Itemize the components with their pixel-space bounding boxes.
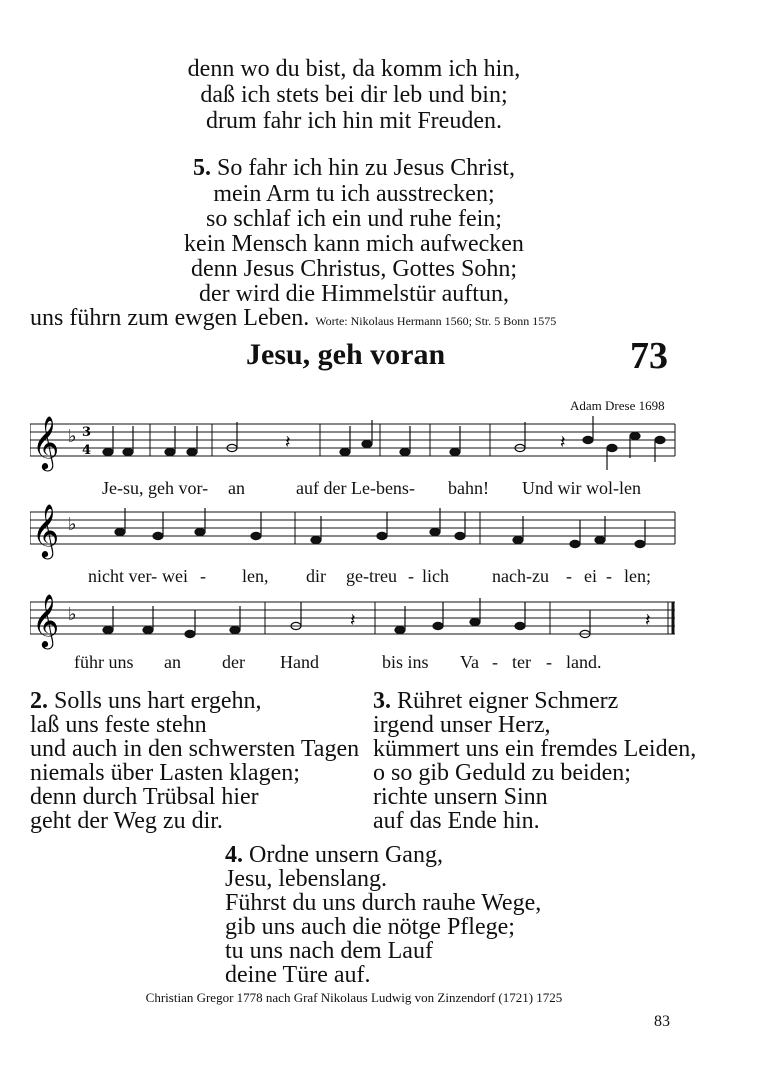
verse-text: Ordne unsern Gang, (249, 842, 443, 868)
verse-line: auf das Ende hin. (373, 808, 540, 834)
lyric: Und wir wol-len (522, 478, 641, 498)
verse-line: drum fahr ich hin mit Freuden. (206, 108, 502, 134)
verse5-line-1 (0, 155, 708, 181)
lyric: - (606, 566, 612, 586)
hymn-title: Jesu, geh voran (246, 338, 446, 371)
verse-line: mein Arm tu ich ausstrecken; (213, 181, 495, 207)
lyric: land. (566, 652, 602, 672)
lyric: ter (512, 652, 531, 672)
lyric: Hand (280, 652, 319, 672)
verse-line: geht der Weg zu dir. (30, 808, 223, 834)
verse-line: denn wo du bist, da komm ich hin, (187, 56, 521, 82)
lyric: len; (624, 566, 651, 586)
verse-line: und auch in den schwersten Tagen (30, 736, 360, 762)
hymn-number: 73 (630, 335, 668, 377)
lyric: len, (242, 566, 269, 586)
verse-line: o so gib Geduld zu beiden; (373, 760, 631, 786)
verse-line: niemals über Lasten klagen; (30, 760, 300, 786)
verse-line: kein Mensch kann mich aufwecken (184, 231, 524, 257)
verse-line: irgend unser Herz, (373, 712, 551, 738)
lyric: - (492, 652, 498, 672)
verse-line: denn Jesus Christus, Gottes Sohn; (190, 256, 517, 282)
flat-icon: ♭ (68, 604, 77, 625)
verse2-line-1 (30, 688, 262, 714)
lyric: bahn! (448, 478, 489, 498)
verse-number: 5. (193, 155, 211, 181)
verse-text: uns führn zum ewgen Leben. (30, 305, 310, 331)
treble-clef-icon: 𝄞 (32, 593, 60, 647)
lyric: - (200, 566, 206, 586)
lyric: - (546, 652, 552, 672)
lyric: wei (162, 566, 188, 586)
verse-line: so schlaf ich ein und ruhe fein; (206, 206, 502, 232)
verse-line: gib uns auch die nötge Pflege; (225, 914, 515, 940)
quarter-rest-icon: 𝄽 (645, 610, 651, 631)
lyric: nicht ver- (88, 566, 158, 586)
lyric: dir (306, 566, 326, 586)
time-signature: 4 (82, 443, 92, 458)
lyric: - (408, 566, 414, 586)
verse-line: Jesu, lebenslang. (225, 866, 387, 892)
quarter-rest-icon: 𝄽 (350, 610, 356, 631)
verse4-line-1 (225, 842, 443, 868)
music-staff-1 (30, 412, 680, 472)
verse-line: der wird die Himmelstür auftun, (199, 281, 509, 307)
treble-clef-icon: 𝄞 (32, 503, 60, 557)
flat-icon: ♭ (68, 426, 77, 447)
lyric: Va (460, 652, 479, 672)
lyric: an (228, 478, 245, 498)
lyric: an (164, 652, 181, 672)
verse-text: So fahr ich hin zu Jesus Christ, (217, 155, 515, 181)
music-staff-3 (30, 590, 680, 650)
lyric: ge-treu (346, 566, 397, 586)
verse-line: richte unsern Sinn (373, 784, 548, 810)
quarter-rest-icon: 𝄽 (285, 432, 291, 453)
lyric: nach-zu (492, 566, 549, 586)
music-staff-2 (30, 500, 680, 560)
lyric: Je-su, geh vor- (102, 478, 209, 498)
verse-line: laß uns feste stehn (30, 712, 207, 738)
treble-clef-icon: 𝄞 (32, 415, 60, 469)
verse-line: kümmert uns ein fremdes Leiden, (373, 736, 697, 762)
composer-credit: Adam Drese 1698 (570, 398, 665, 413)
page-number: 83 (654, 1013, 670, 1030)
verse5-last-line (30, 305, 556, 334)
flat-icon: ♭ (68, 514, 77, 535)
lyric: führ uns (74, 652, 134, 672)
lyric: der (222, 652, 245, 672)
verse-line: tu uns nach dem Lauf (225, 938, 433, 964)
time-signature: 3 (82, 425, 92, 440)
verse-line: denn durch Trübsal hier (30, 784, 259, 810)
lyric: - (566, 566, 572, 586)
lyric: bis ins (382, 652, 429, 672)
verse-line: deine Türe auf. (225, 962, 371, 988)
verse3-line-1 (373, 688, 618, 714)
verse-text: Rühret eigner Schmerz (397, 688, 619, 714)
text-credit: Worte: Nikolaus Hermann 1560; Str. 5 Bonn 1575 (315, 314, 557, 328)
quarter-rest-icon: 𝄽 (560, 432, 566, 453)
verse-number: 3. (373, 688, 391, 714)
verse-text: Solls uns hart ergehn, (54, 688, 262, 714)
lyric: auf der Le-bens- (296, 478, 415, 498)
verse-number: 2. (30, 688, 48, 714)
lyric: lich (422, 566, 449, 586)
text-credit: Christian Gregor 1778 nach Graf Nikolaus Ludwig von Zinzendorf (1721) 1725 (145, 990, 563, 1005)
verse-number: 4. (225, 842, 243, 868)
verse-line: daß ich stets bei dir leb und bin; (200, 82, 508, 108)
verse-line: Führst du uns durch rauhe Wege, (225, 890, 542, 916)
lyric: ei (584, 566, 597, 586)
